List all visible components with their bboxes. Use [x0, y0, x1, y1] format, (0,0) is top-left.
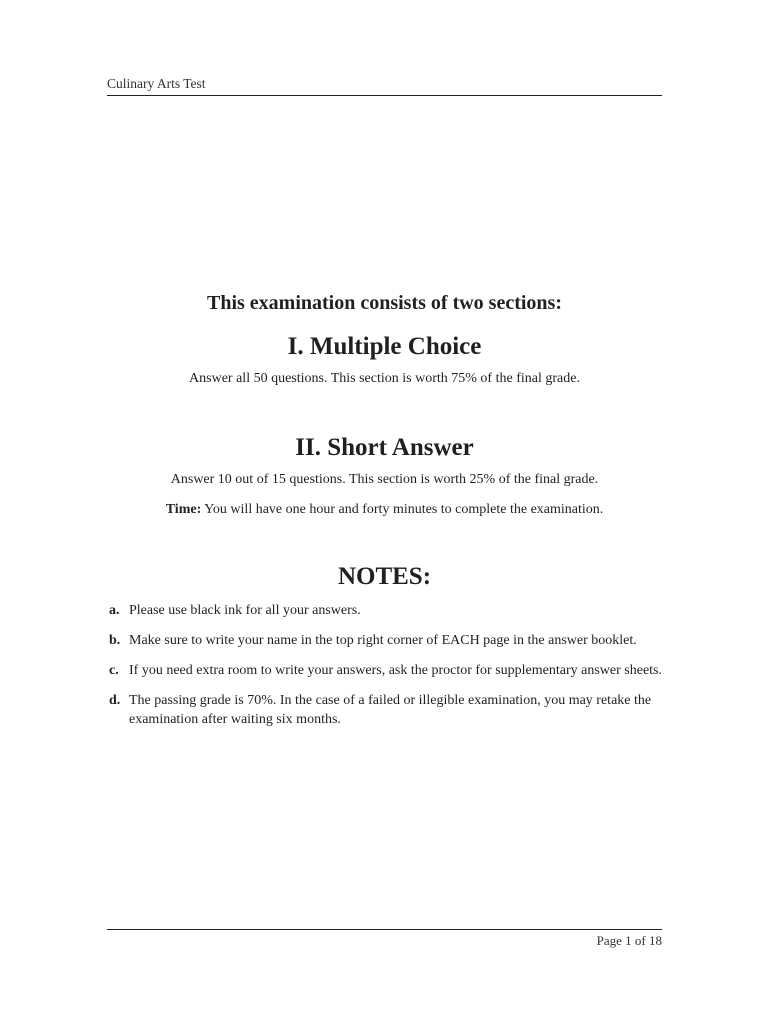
header-divider [107, 95, 662, 96]
note-text: The passing grade is 70%. In the case of a failed or illegible examination, you may retake the examination after waiting six months. [129, 693, 652, 727]
note-letter: c. [109, 663, 119, 678]
page-number: Page 1 of 18 [596, 933, 662, 948]
footer-divider [107, 929, 662, 930]
note-letter: d. [109, 693, 121, 708]
note-text: Make sure to write your name in the top right corner of EACH page in the answer booklet. [129, 633, 637, 648]
note-item [109, 662, 669, 681]
time-instruction [107, 502, 662, 518]
note-item [109, 602, 669, 621]
note-item [109, 692, 669, 729]
note-letter: a. [109, 603, 120, 618]
note-text: Please use black ink for all your answers. [129, 603, 361, 618]
document-header-title: Culinary Arts Test [107, 76, 206, 91]
time-label: Time: [165, 502, 202, 517]
notes-heading: NOTES: [337, 563, 432, 590]
time-text: You will have one hour and forty minutes to complete the examination. [204, 502, 604, 517]
section-2-title: II. Short Answer [295, 434, 474, 461]
note-letter: b. [109, 633, 121, 648]
note-text: If you need extra room to write your answers, ask the proctor for supplementary answer sheets. [129, 663, 662, 678]
notes-list [109, 602, 669, 741]
section-1-description: Answer all 50 questions. This section is worth 75% of the final grade. [189, 371, 580, 386]
intro-heading: This examination consists of two sections: [206, 292, 562, 314]
note-item [109, 632, 669, 651]
section-1-title: I. Multiple Choice [287, 333, 482, 360]
section-2-description: Answer 10 out of 15 questions. This section is worth 25% of the final grade. [170, 472, 599, 487]
